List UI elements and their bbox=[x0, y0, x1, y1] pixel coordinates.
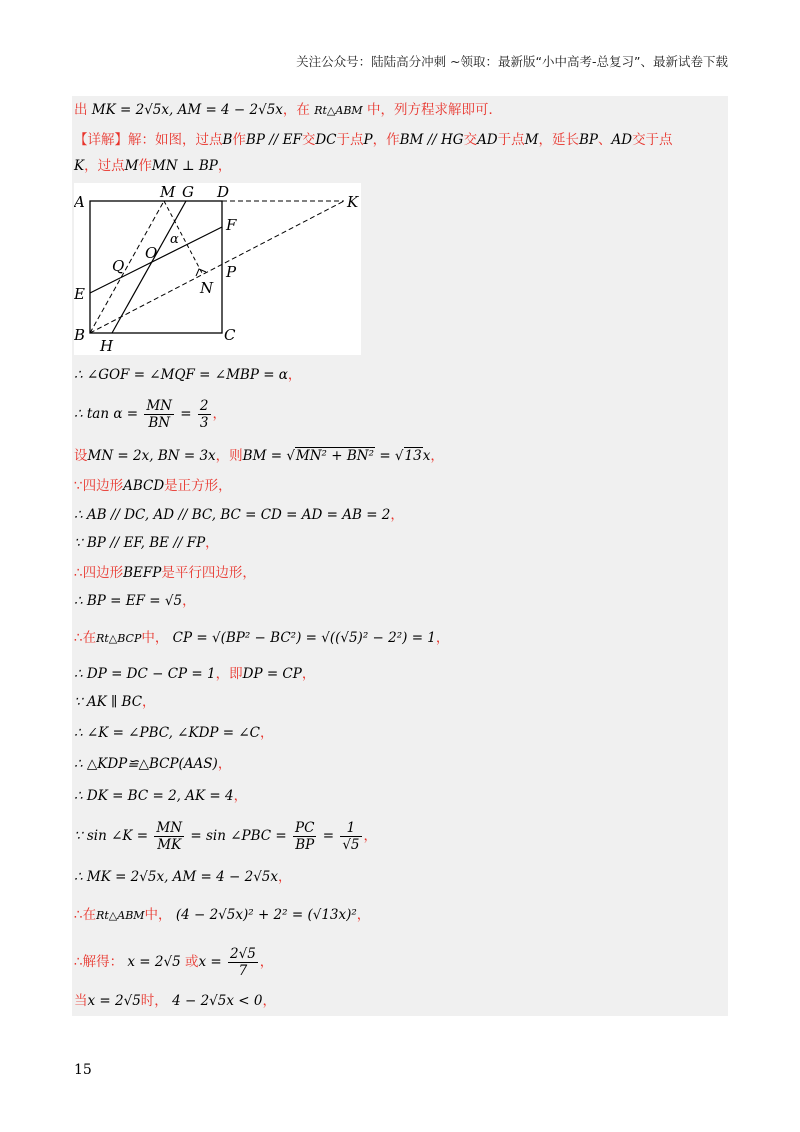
label-alpha: α bbox=[170, 232, 179, 247]
label-g: G bbox=[182, 183, 194, 201]
detail-label: 【详解】 bbox=[74, 132, 128, 148]
page-header: 关注公众号：陆陆高分冲刺 ~领取：最新版“小中高考-总复习”、最新试卷下载 bbox=[296, 54, 728, 69]
line-14: ∵ AK ∥ BC， bbox=[74, 694, 156, 710]
line-bm bbox=[90, 201, 164, 333]
label-m: M bbox=[160, 183, 176, 201]
label-b: B bbox=[74, 326, 86, 344]
label-f: F bbox=[226, 216, 237, 234]
line-21: ∴解得： x = 2√5 或x = $\frac{2√5}{7}$ ， bbox=[74, 946, 274, 979]
label-e: E bbox=[74, 285, 85, 303]
label-q: Q bbox=[112, 257, 125, 275]
line-9: ∵ BP // EF, BE // FP， bbox=[74, 535, 219, 551]
line-2: 【详解】解：如图，过点B作BP // EF交DC于点P，作BM // HG交AD于点M，延长BP、AD交于点 bbox=[74, 132, 673, 148]
label-k: K bbox=[347, 193, 359, 211]
line-17: ∴ DK = BC = 2, AK = 4， bbox=[74, 788, 248, 804]
line-22: 当x = 2√5时， 4 − 2√5x < 0， bbox=[74, 993, 276, 1009]
line-13: ∴ DP = DC − CP = 1，即DP = CP， bbox=[74, 666, 316, 682]
line-6: 设MN = 2x, BN = 3x，则BM = √MN² + BN² = √13x， bbox=[74, 448, 444, 464]
square-abcd bbox=[90, 201, 222, 333]
line-11: ∴ BP = EF = √5， bbox=[74, 593, 196, 609]
label-n: N bbox=[200, 279, 214, 297]
label-c: C bbox=[224, 326, 236, 344]
line-15: ∴ ∠K = ∠PBC, ∠KDP = ∠C， bbox=[74, 725, 274, 741]
line-10: ∴四边形BEFP是平行四边形， bbox=[74, 565, 256, 581]
line-8: ∴ AB // DC, AD // BC, BC = CD = AD = AB = 2， bbox=[74, 507, 404, 523]
line-12: ∴在Rt△BCP中， CP = √(BP² − BC²) = √((√5)² − 2²) = 1， bbox=[74, 630, 450, 646]
right-angle-mark bbox=[196, 269, 206, 276]
line-7: ∵四边形ABCD是正方形， bbox=[74, 478, 232, 494]
line-18: ∵ sin ∠K = $\frac{MN}{MK}$ = sin ∠PBC = $\frac{PC}{BP}$ = $\frac{1}{√5}$ ， bbox=[74, 820, 378, 853]
page-number: 15 bbox=[74, 1062, 92, 1078]
label-o: O bbox=[145, 244, 158, 262]
label-p: P bbox=[226, 263, 237, 281]
geometry-diagram bbox=[74, 183, 361, 355]
line-5: ∴ tan α = $\frac{MN}{BN}$ = $\frac{2}{3}$ ， bbox=[74, 398, 226, 431]
geometry-figure bbox=[74, 183, 361, 355]
line-3: K，过点M作MN ⊥ BP， bbox=[74, 158, 232, 174]
line-19: ∴ MK = 2√5x, AM = 4 − 2√5x， bbox=[74, 869, 292, 885]
label-h: H bbox=[100, 337, 114, 355]
line-bk bbox=[90, 201, 344, 333]
line-20: ∴在Rt△ABM中， (4 − 2√5x)² + 2² = (√13x)²， bbox=[74, 907, 371, 923]
line-4: ∴ ∠GOF = ∠MQF = ∠MBP = α， bbox=[74, 367, 302, 383]
label-a: A bbox=[74, 193, 85, 211]
line-16: ∴ △KDP≌△BCP(AAS)， bbox=[74, 756, 232, 772]
line-1: 出 MK = 2√5x, AM = 4 − 2√5x，在 Rt△ABM 中，列方程求解即可． bbox=[74, 102, 502, 118]
label-d: D bbox=[217, 183, 230, 201]
